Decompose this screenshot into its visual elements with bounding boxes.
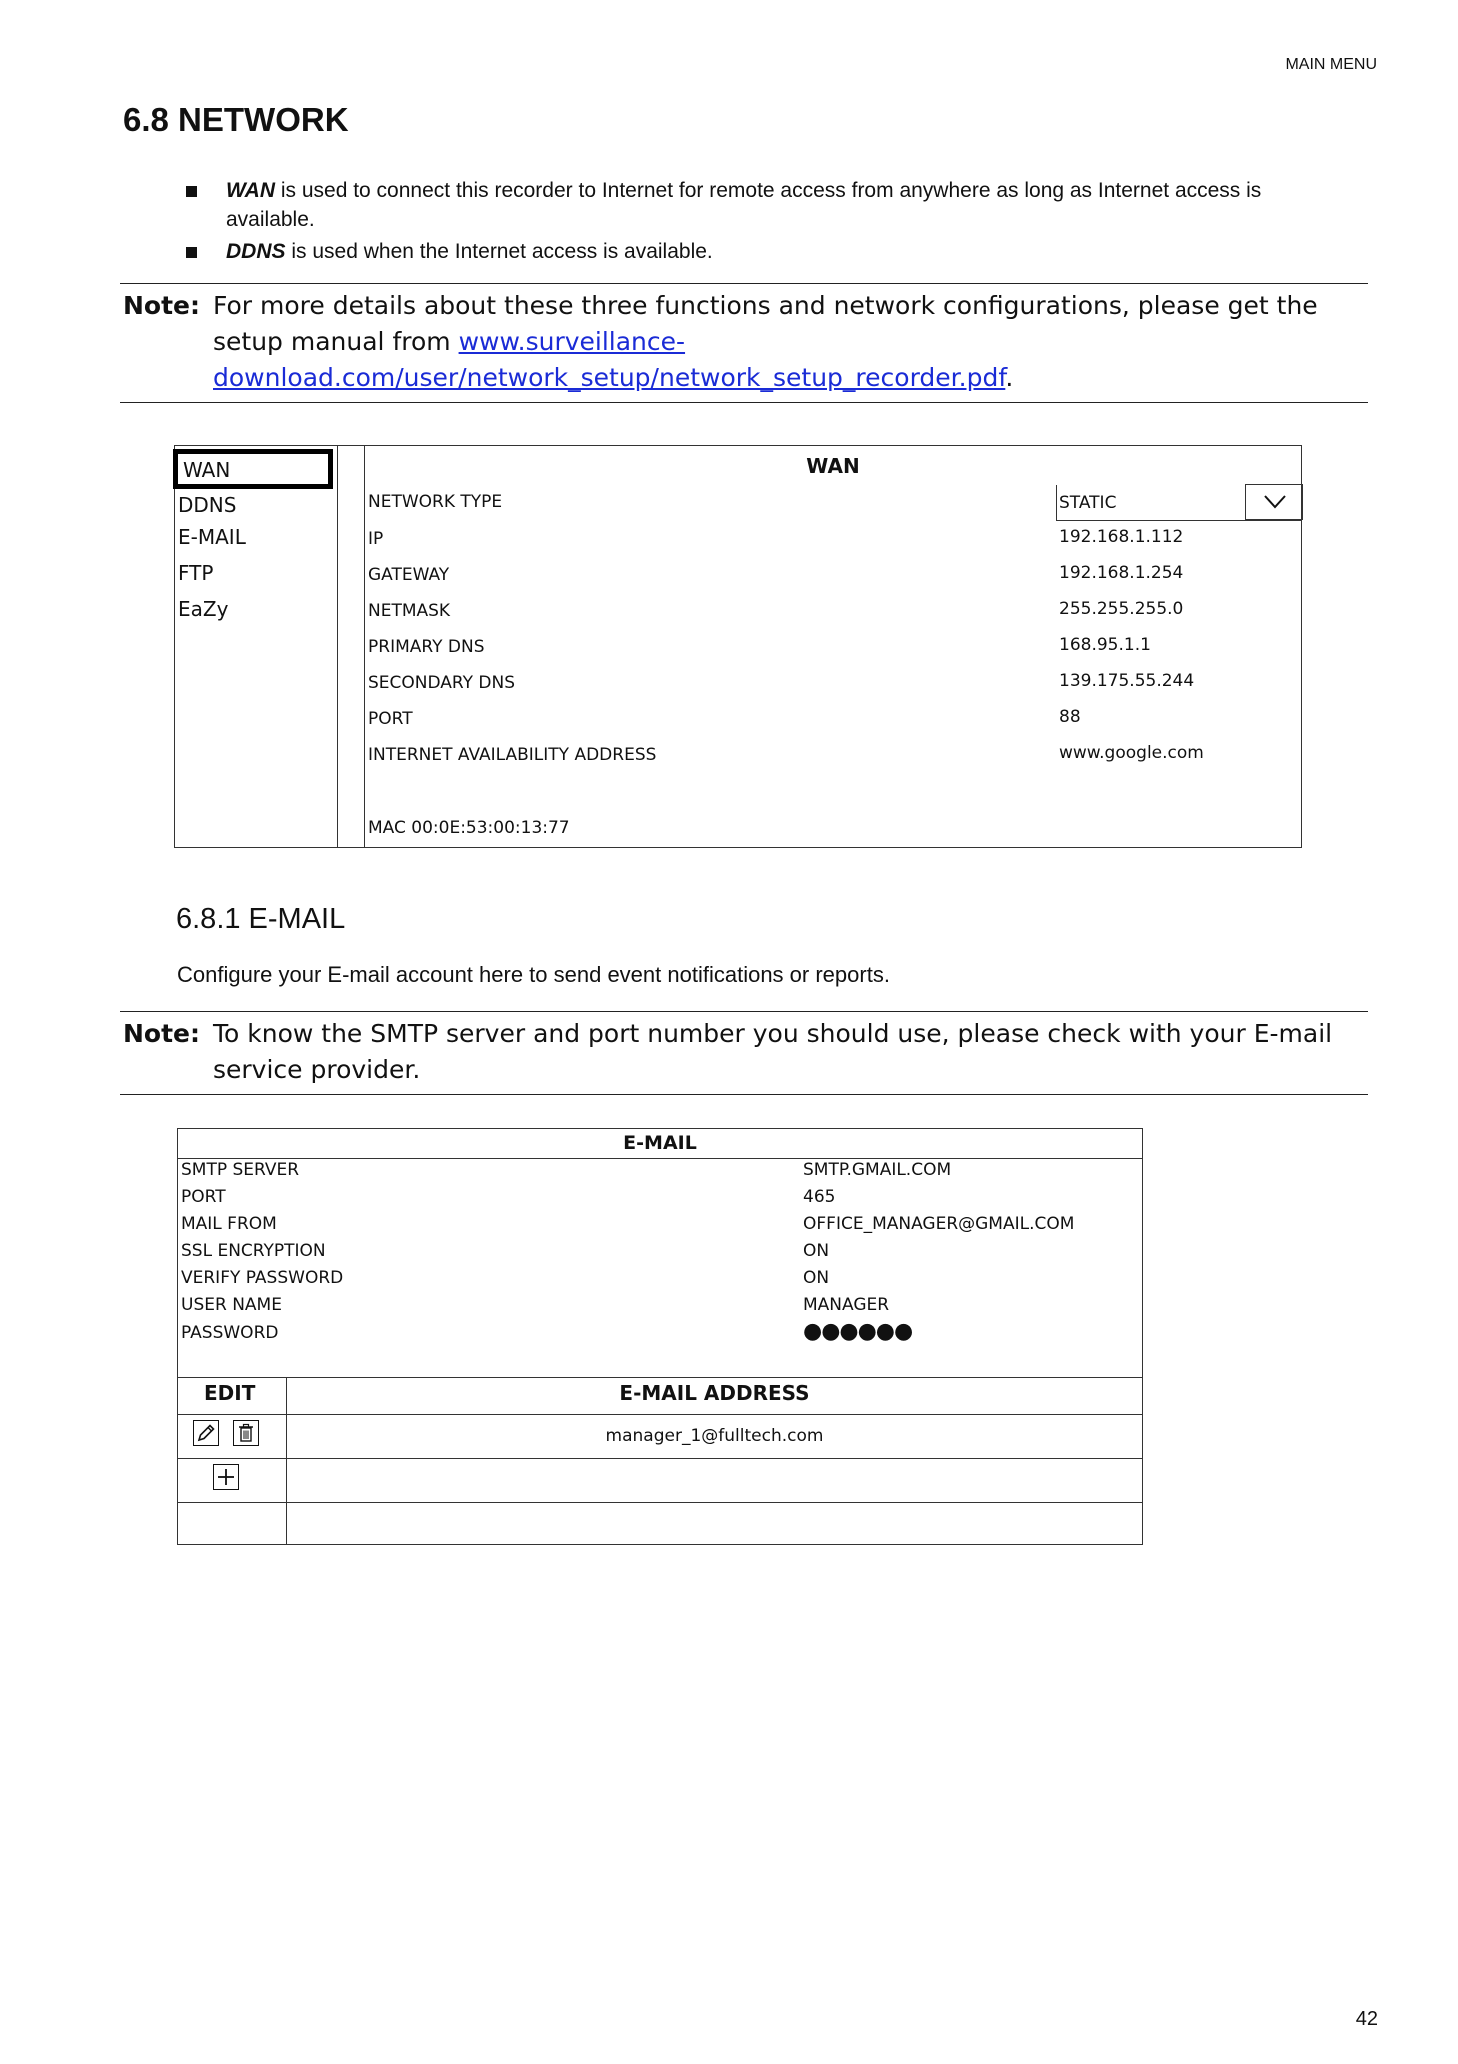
note-text [213, 288, 1366, 396]
chevron-down-icon [1264, 495, 1286, 509]
note-label: Note: [123, 1019, 201, 1048]
bullet-term: WAN [226, 179, 275, 202]
plus-icon [214, 1465, 238, 1489]
note-smtp [120, 1011, 1368, 1095]
bullet-square-icon [186, 186, 197, 197]
mail-from-label: MAIL FROM [181, 1214, 277, 1234]
bullet-term: DDNS [226, 240, 286, 263]
password-value[interactable]: ●●●●●● [803, 1319, 913, 1344]
internet-availability-value[interactable]: www.google.com [1059, 743, 1204, 763]
page-title: 6.8 NETWORK [123, 101, 349, 138]
smtp-server-value[interactable]: SMTP.GMAIL.COM [803, 1160, 952, 1180]
bullet-ddns [186, 237, 1336, 266]
divider [178, 1377, 1142, 1378]
menu-item-ddns[interactable]: DDNS [178, 493, 237, 517]
password-label: PASSWORD [181, 1323, 279, 1343]
wan-settings-panel [174, 445, 1302, 848]
primary-dns-label: PRIMARY DNS [368, 637, 485, 657]
primary-dns-value[interactable]: 168.95.1.1 [1059, 635, 1151, 655]
divider [178, 1414, 1142, 1415]
bullet-wan [186, 176, 1336, 234]
add-button[interactable] [213, 1464, 239, 1490]
network-type-value: STATIC [1059, 493, 1117, 513]
secondary-dns-label: SECONDARY DNS [368, 673, 516, 693]
ip-label: IP [368, 529, 384, 549]
note-end: . [1005, 363, 1014, 392]
bullet-list [186, 176, 1336, 269]
setup-manual-link[interactable]: www.surveillance-download.com/user/network_setup/network_setup_recorder.pdf [213, 327, 1006, 392]
smtp-server-label: SMTP SERVER [181, 1160, 300, 1180]
gateway-label: GATEWAY [368, 565, 450, 585]
gateway-value[interactable]: 192.168.1.254 [1059, 563, 1184, 583]
running-header: MAIN MENU [1285, 56, 1377, 73]
port-label: PORT [181, 1187, 226, 1207]
mac-address: MAC 00:0E:53:00:13:77 [368, 818, 570, 838]
note-network [120, 283, 1368, 403]
section-title-email: 6.8.1 E-MAIL [176, 903, 346, 935]
divider [178, 1502, 1142, 1503]
email-address-entry[interactable]: manager_1@fulltech.com [605, 1426, 824, 1446]
section-description: Configure your E-mail account here to send event notifications or reports. [177, 962, 890, 987]
port-value[interactable]: 88 [1059, 707, 1081, 727]
menu-item-eazy[interactable]: EaZy [178, 597, 229, 621]
divider [178, 1458, 1142, 1459]
edit-column-header: EDIT [204, 1381, 256, 1405]
divider [337, 446, 338, 847]
menu-item-email[interactable]: E-MAIL [178, 525, 246, 549]
port-value[interactable]: 465 [803, 1187, 836, 1207]
internet-availability-label: INTERNET AVAILABILITY ADDRESS [368, 745, 657, 765]
verify-password-label: VERIFY PASSWORD [181, 1268, 344, 1288]
port-label: PORT [368, 709, 413, 729]
bullet-square-icon [186, 247, 197, 258]
ssl-encryption-value[interactable]: ON [803, 1241, 830, 1261]
menu-item-ftp[interactable]: FTP [178, 561, 214, 585]
menu-item-wan[interactable]: WAN [173, 449, 333, 489]
note-body: For more details about these three functions and network configurations, please get the setup manual from [213, 291, 1318, 356]
mail-from-value[interactable]: OFFICE_MANAGER@GMAIL.COM [803, 1214, 1075, 1234]
email-title: E-MAIL [178, 1129, 1142, 1159]
note-label: Note: [123, 291, 201, 320]
divider [364, 446, 365, 847]
email-settings-panel [177, 1128, 1143, 1545]
trash-icon [234, 1421, 258, 1445]
network-type-select[interactable] [1056, 485, 1302, 521]
edit-button[interactable] [193, 1420, 219, 1446]
user-name-label: USER NAME [181, 1295, 282, 1315]
network-type-label: NETWORK TYPE [368, 492, 503, 512]
pencil-icon [194, 1421, 218, 1445]
verify-password-value[interactable]: ON [803, 1268, 830, 1288]
email-address-column-header: E-MAIL ADDRESS [619, 1381, 810, 1405]
bullet-text: is used to connect this recorder to Internet for remote access from anywhere as long as Internet access is available. [226, 179, 1262, 231]
page-number: 42 [1355, 2008, 1378, 2030]
delete-button[interactable] [233, 1420, 259, 1446]
secondary-dns-value[interactable]: 139.175.55.244 [1059, 671, 1195, 691]
note-text: To know the SMTP server and port number you should use, please check with your E-mail service provider. [213, 1019, 1333, 1084]
bullet-text: is used when the Internet access is available. [285, 240, 713, 263]
ip-value[interactable]: 192.168.1.112 [1059, 527, 1184, 547]
netmask-value[interactable]: 255.255.255.0 [1059, 599, 1184, 619]
netmask-label: NETMASK [368, 601, 451, 621]
ssl-encryption-label: SSL ENCRYPTION [181, 1241, 326, 1261]
user-name-value[interactable]: MANAGER [803, 1295, 890, 1315]
wan-title: WAN [806, 454, 860, 478]
dropdown-button[interactable] [1245, 484, 1303, 520]
